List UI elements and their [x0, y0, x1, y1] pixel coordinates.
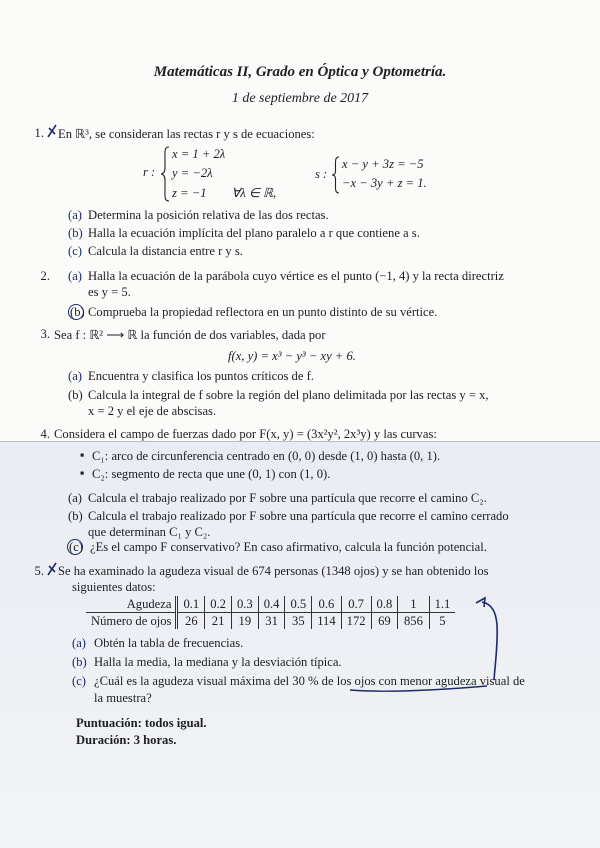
- q4-number: 4.: [40, 427, 50, 441]
- q1-intro: En ℝ³, se consideran las rectas r y s de ecuaciones:: [58, 127, 315, 141]
- q1c-label: (c): [68, 244, 82, 258]
- q5a-text: Obtén la tabla de frecuencias.: [94, 636, 244, 650]
- q1a-text: Determina la posición relativa de las dos rectas.: [88, 208, 329, 222]
- q2b-text: Comprueba la propiedad reflectora en un punto distinto de su vértice.: [88, 305, 438, 319]
- table-cell: 31: [258, 613, 285, 630]
- r-label: r :: [143, 165, 156, 179]
- table-cell: 0.5: [285, 596, 312, 613]
- s-eq-2: −x − 3y + z = 1.: [342, 176, 427, 190]
- table-cell: 69: [371, 613, 398, 630]
- agudeza-table: [86, 596, 455, 629]
- q4b-text: Calcula el trabajo realizado por F sobre una partícula que recorre el camino cerrado: [88, 509, 509, 523]
- q5-number: 5.: [34, 564, 44, 578]
- table-row: [86, 596, 455, 613]
- table-cell: 0.4: [258, 596, 285, 613]
- r-eq-2: y = −2λ: [172, 166, 213, 180]
- s-label: s :: [315, 167, 328, 181]
- q3b-text-cont: x = 2 y el eje de abscisas.: [88, 404, 217, 418]
- q5c-label: (c): [72, 674, 86, 688]
- q4b-label: (b): [68, 509, 83, 523]
- q1b-label: (b): [68, 226, 83, 240]
- q4a-text: Calcula el trabajo realizado por F sobre una partícula que recorre el camino C₂.: [88, 491, 487, 505]
- table-cell: 0.6: [312, 596, 341, 613]
- r-eq-3: z = −1 ∀λ ∈ ℝ,: [172, 186, 277, 200]
- q2a-text-cont: es y = 5.: [88, 285, 131, 299]
- q2a-label: (a): [68, 269, 82, 283]
- q3b-text: Calcula la integral de f sobre la región del plano delimitada por las rectas y = x,: [88, 388, 489, 402]
- duracion: Duración: 3 horas.: [76, 733, 177, 747]
- q4b-text-cont: que determinan C₁ y C₂.: [88, 525, 211, 539]
- q1a-label: (a): [68, 208, 82, 222]
- q4c-label: (c): [69, 540, 83, 554]
- r-eq-1: x = 1 + 2λ: [172, 147, 226, 161]
- table-cell: 1.1: [429, 596, 455, 613]
- q5b-text: Halla la media, la mediana y la desviación típica.: [94, 655, 342, 669]
- q2-number: 2.: [40, 269, 50, 283]
- exam-date: 1 de septiembre de 2017: [231, 91, 369, 106]
- q5b-label: (b): [72, 655, 87, 669]
- q3b-label: (b): [68, 388, 83, 402]
- q5-intro: Se ha examinado la agudeza visual de 674 personas (1348 ojos) y se han obtenido los: [58, 564, 489, 578]
- q1-number: 1.: [34, 126, 44, 140]
- row-header-ojos: Número de ojos: [86, 613, 177, 630]
- q4a-label: (a): [68, 491, 82, 505]
- q3-intro: Sea f : ℝ² ⟶ ℝ la función de dos variables, dada por: [54, 328, 326, 342]
- table-cell: 5: [429, 613, 455, 630]
- table-cell: 172: [341, 613, 371, 630]
- q3a-label: (a): [68, 369, 82, 383]
- table-cell: 26: [177, 613, 205, 630]
- table-cell: 0.7: [341, 596, 371, 613]
- q4c-text: ¿Es el campo F conservativo? En caso afirmativo, calcula la función potencial.: [90, 540, 487, 554]
- table-cell: 114: [312, 613, 341, 630]
- q1c-text: Calcula la distancia entre r y s.: [88, 244, 243, 258]
- row-header-agudeza: Agudeza: [86, 596, 177, 613]
- table-cell: 856: [398, 613, 429, 630]
- table-cell: 0.8: [371, 596, 398, 613]
- q3-number: 3.: [40, 327, 50, 341]
- check-mark-icon: [46, 124, 58, 138]
- q5c-text: ¿Cuál es la agudeza visual máxima del 30 % de los ojos con menor agudeza visual de: [94, 674, 525, 688]
- q4-bullet-c1: C₁: arco de circunferencia centrado en (0, 0) desde (1, 0) hasta (0, 1).: [92, 449, 441, 463]
- table-cell: 19: [231, 613, 258, 630]
- table-cell: 0.3: [231, 596, 258, 613]
- puntuacion: Puntuación: todos igual.: [76, 716, 207, 730]
- q2a-text: Halla la ecuación de la parábola cuyo vértice es el punto (−1, 4) y la recta directriz: [88, 269, 504, 283]
- q5c-text-cont: la muestra?: [94, 691, 152, 705]
- q2b-label: (b): [70, 305, 85, 319]
- q5a-label: (a): [72, 636, 86, 650]
- table-cell: 0.2: [205, 596, 232, 613]
- q4-intro: Considera el campo de fuerzas dado por F(x, y) = (3x²y², 2x³y) y las curvas:: [54, 427, 437, 441]
- table-row: [86, 613, 455, 630]
- q4-bullet-c2: C₂: segmento de recta que une (0, 1) con (1, 0).: [92, 467, 331, 481]
- s-brace: [331, 156, 340, 194]
- r-brace: [160, 146, 170, 202]
- table-cell: 21: [205, 613, 232, 630]
- check-mark-icon: [46, 562, 58, 576]
- table-cell: 1: [398, 596, 429, 613]
- q1b-text: Halla la ecuación implícita del plano paralelo a r que contiene a s.: [88, 226, 420, 240]
- s-eq-1: x − y + 3z = −5: [342, 157, 424, 171]
- q3-formula: f(x, y) = x³ − y³ − xy + 6.: [228, 349, 356, 363]
- q3a-text: Encuentra y clasifica los puntos críticos de f.: [88, 369, 314, 383]
- q5-intro-cont: siguientes datos:: [72, 580, 156, 594]
- bullet-icon: ▪: [80, 466, 85, 480]
- bullet-icon: ▪: [80, 448, 85, 462]
- exam-title: Matemáticas II, Grado en Óptica y Optometría.: [153, 64, 447, 80]
- table-cell: 0.1: [177, 596, 205, 613]
- table-cell: 35: [285, 613, 312, 630]
